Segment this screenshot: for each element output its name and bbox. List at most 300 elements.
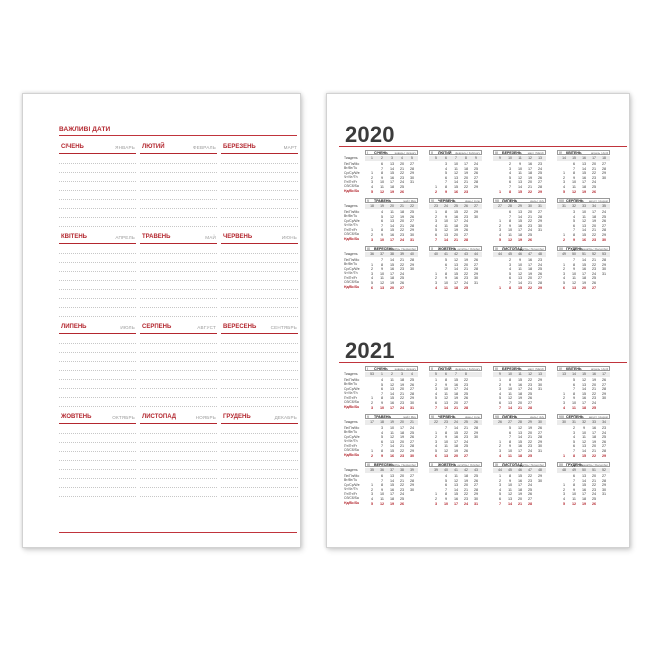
calendar-day: 22 bbox=[591, 391, 597, 396]
calendar-day: 12 bbox=[571, 501, 577, 506]
calendar-day: 15 bbox=[517, 219, 523, 224]
calendar-day: 13 bbox=[507, 401, 513, 405]
calendar-day: 2 bbox=[562, 237, 566, 242]
calendar-day: 2 bbox=[434, 382, 438, 387]
calendar-day: 13 bbox=[581, 474, 587, 478]
weekday-label: Пт/Пт/Fr bbox=[344, 443, 358, 448]
calendar-day: 19 bbox=[527, 426, 533, 430]
week-number: 35 bbox=[370, 468, 374, 472]
note-line[interactable] bbox=[221, 226, 298, 227]
mini-month-header bbox=[365, 198, 418, 203]
note-line[interactable] bbox=[59, 343, 136, 344]
calendar-day: 3 bbox=[434, 387, 438, 392]
calendar-day: 3 bbox=[370, 492, 374, 497]
calendar-day: 2 bbox=[370, 233, 374, 237]
note-line[interactable] bbox=[140, 442, 217, 443]
calendar-day: 21 bbox=[591, 449, 597, 453]
note-line[interactable] bbox=[59, 271, 136, 272]
calendar-day: 29 bbox=[601, 483, 607, 488]
note-line[interactable] bbox=[59, 487, 136, 488]
note-line[interactable] bbox=[221, 370, 298, 371]
note-line[interactable] bbox=[221, 388, 298, 389]
calendar-day: 6 bbox=[508, 276, 512, 281]
note-line[interactable] bbox=[221, 280, 298, 281]
note-line[interactable] bbox=[59, 280, 136, 281]
calendar-day: 4 bbox=[498, 487, 502, 492]
note-line[interactable] bbox=[221, 199, 298, 200]
calendar-day: 4 bbox=[498, 391, 502, 396]
calendar-day: 12 bbox=[517, 426, 523, 430]
week-number: 2 bbox=[381, 156, 383, 160]
calendar-day: 9 bbox=[518, 258, 522, 262]
calendar-day: 14 bbox=[453, 267, 459, 272]
calendar-day: 17 bbox=[389, 405, 395, 410]
calendar-day: 24 bbox=[527, 228, 533, 233]
note-line[interactable] bbox=[59, 451, 136, 452]
calendar-day: 7 bbox=[498, 405, 502, 410]
note-line[interactable] bbox=[59, 397, 136, 398]
calendar-day: 8 bbox=[572, 233, 576, 237]
note-line[interactable] bbox=[221, 352, 298, 353]
week-number: 6 bbox=[445, 156, 447, 160]
note-line[interactable] bbox=[140, 298, 217, 299]
weekday-label: Пн/Пн/Mo bbox=[344, 161, 360, 166]
calendar-day: 5 bbox=[370, 281, 374, 285]
calendar-day: 17 bbox=[389, 271, 395, 276]
month-subtitle: июнь | June bbox=[464, 415, 480, 419]
note-line[interactable] bbox=[140, 343, 217, 344]
month-notes-block bbox=[140, 144, 217, 228]
calendar-day: 13 bbox=[581, 162, 587, 166]
calendar-day: 26 bbox=[399, 189, 405, 194]
calendar-day: 25 bbox=[591, 405, 597, 410]
note-line[interactable] bbox=[59, 361, 136, 362]
calendar-day: 6 bbox=[434, 401, 438, 405]
week-number: 4 bbox=[411, 372, 413, 376]
note-line[interactable] bbox=[140, 253, 217, 254]
note-line[interactable] bbox=[59, 460, 136, 461]
calendar-day: 23 bbox=[463, 214, 469, 219]
calendar-day: 15 bbox=[453, 430, 459, 435]
calendar-day: 4 bbox=[380, 378, 384, 382]
calendar-day: 28 bbox=[601, 449, 607, 453]
note-line[interactable] bbox=[59, 190, 136, 191]
calendar-day: 17 bbox=[591, 430, 597, 435]
calendar-day: 26 bbox=[399, 281, 405, 285]
month-name: СІЧЕНЬ bbox=[374, 367, 388, 371]
calendar-day: 19 bbox=[527, 271, 533, 276]
month-subtitle: май | May bbox=[403, 415, 416, 419]
calendar-day: 5 bbox=[562, 501, 566, 506]
week-number: 48 bbox=[562, 468, 566, 472]
calendar-day: 20 bbox=[527, 210, 533, 214]
note-line[interactable] bbox=[59, 199, 136, 200]
calendar-day: 12 bbox=[379, 189, 385, 194]
note-line[interactable] bbox=[140, 316, 217, 317]
calendar-day: 28 bbox=[527, 405, 533, 410]
note-line[interactable] bbox=[221, 190, 298, 191]
calendar-day: 4 bbox=[508, 171, 512, 176]
note-line[interactable] bbox=[221, 406, 298, 407]
calendar-day: 12 bbox=[453, 478, 459, 483]
note-line[interactable] bbox=[140, 370, 217, 371]
calendar-day: 3 bbox=[498, 449, 502, 453]
calendar-day: 6 bbox=[572, 444, 576, 449]
calendar-day: 5 bbox=[572, 219, 576, 224]
note-line[interactable] bbox=[59, 181, 136, 182]
calendar-day: 30 bbox=[409, 401, 415, 405]
calendar-day: 31 bbox=[473, 281, 479, 285]
note-line[interactable] bbox=[140, 469, 217, 470]
calendar-day: 27 bbox=[409, 387, 415, 392]
calendar-day: 5 bbox=[380, 382, 384, 387]
calendar-day: 6 bbox=[380, 474, 384, 478]
calendar-day: 9 bbox=[444, 497, 448, 501]
calendar-day: 8 bbox=[572, 391, 576, 396]
mini-month-header bbox=[557, 462, 610, 467]
note-line[interactable] bbox=[140, 163, 217, 164]
note-line[interactable] bbox=[221, 217, 298, 218]
note-line[interactable] bbox=[140, 397, 217, 398]
week-number: 29 bbox=[528, 420, 532, 424]
note-line[interactable] bbox=[140, 388, 217, 389]
note-line[interactable] bbox=[221, 172, 298, 173]
calendar-day: 17 bbox=[517, 483, 523, 488]
note-line[interactable] bbox=[59, 433, 136, 434]
week-number: 25 bbox=[454, 204, 458, 208]
note-line[interactable] bbox=[140, 289, 217, 290]
calendar-day: 3 bbox=[572, 430, 576, 435]
calendar-day: 14 bbox=[453, 487, 459, 492]
calendar-day: 7 bbox=[380, 444, 384, 449]
calendar-day: 18 bbox=[517, 487, 523, 492]
calendar-day: 1 bbox=[434, 430, 438, 435]
calendar-day: 2 bbox=[434, 189, 438, 194]
calendar-day: 25 bbox=[601, 214, 607, 219]
calendar-day: 10 bbox=[581, 210, 587, 214]
calendar-day: 10 bbox=[453, 162, 459, 166]
calendar-day: 26 bbox=[463, 396, 469, 401]
note-line[interactable] bbox=[221, 451, 298, 452]
calendar-day: 2 bbox=[508, 162, 512, 166]
calendar-day: 6 bbox=[508, 210, 512, 214]
calendar-day: 3 bbox=[434, 501, 438, 506]
calendar-day: 6 bbox=[444, 175, 448, 180]
note-line[interactable] bbox=[221, 253, 298, 254]
note-line[interactable] bbox=[221, 289, 298, 290]
note-line[interactable] bbox=[59, 226, 136, 227]
calendar-day: 13 bbox=[453, 262, 459, 267]
weekday-label: Пн/Пн/Mo bbox=[344, 257, 360, 262]
calendar-day: 26 bbox=[537, 271, 543, 276]
calendar-day: 4 bbox=[562, 185, 566, 189]
note-line[interactable] bbox=[59, 370, 136, 371]
calendar-day: 5 bbox=[572, 378, 576, 382]
mini-month-header bbox=[365, 246, 418, 251]
note-line[interactable] bbox=[140, 307, 217, 308]
calendar-day: 20 bbox=[591, 382, 597, 387]
week-number-row bbox=[493, 420, 546, 425]
week-number: 17 bbox=[592, 156, 596, 160]
note-line[interactable] bbox=[221, 487, 298, 488]
calendar-day: 24 bbox=[591, 271, 597, 276]
month-subtitle: июль | July bbox=[530, 199, 544, 203]
calendar-day: 26 bbox=[409, 435, 415, 440]
note-line[interactable] bbox=[221, 298, 298, 299]
note-line[interactable] bbox=[59, 172, 136, 173]
calendar-day: 19 bbox=[591, 439, 597, 444]
calendar-day: 7 bbox=[572, 478, 576, 483]
calendar-day: 9 bbox=[508, 223, 512, 228]
note-line[interactable] bbox=[221, 433, 298, 434]
note-line[interactable] bbox=[59, 307, 136, 308]
month-number: XII bbox=[559, 247, 563, 251]
week-number: 2 bbox=[391, 372, 393, 376]
calendar-day: 12 bbox=[517, 175, 523, 180]
note-line[interactable] bbox=[140, 208, 217, 209]
calendar-day: 17 bbox=[453, 387, 459, 392]
calendar-day: 26 bbox=[537, 426, 543, 430]
note-line[interactable] bbox=[59, 379, 136, 380]
calendar-day: 30 bbox=[537, 478, 543, 483]
calendar-day: 21 bbox=[463, 180, 469, 185]
calendar-day: 24 bbox=[527, 387, 533, 392]
calendar-day: 18 bbox=[399, 378, 405, 382]
note-line[interactable] bbox=[140, 496, 217, 497]
calendar-day: 16 bbox=[527, 258, 533, 262]
week-number-row bbox=[365, 252, 418, 257]
calendar-day: 22 bbox=[527, 378, 533, 382]
note-line[interactable] bbox=[140, 478, 217, 479]
calendar-day: 26 bbox=[527, 237, 533, 242]
week-number: 22 bbox=[410, 204, 414, 208]
calendar-day: 28 bbox=[409, 391, 415, 396]
week-number: 31 bbox=[562, 204, 566, 208]
week-number-row bbox=[429, 204, 482, 209]
yearly-calendar-page bbox=[326, 93, 630, 548]
note-line[interactable] bbox=[221, 307, 298, 308]
weekday-label: Пт/Пт/Fr bbox=[344, 227, 358, 232]
calendar-day: 25 bbox=[591, 276, 597, 281]
note-line[interactable] bbox=[221, 208, 298, 209]
calendar-day: 19 bbox=[517, 237, 523, 242]
calendar-day: 2 bbox=[498, 382, 502, 387]
weekday-label: Пт/Пт/Fr bbox=[344, 179, 358, 184]
calendar-day: 12 bbox=[453, 258, 459, 262]
calendar-day: 14 bbox=[517, 185, 523, 189]
calendar-day: 7 bbox=[572, 387, 576, 392]
note-line[interactable] bbox=[59, 208, 136, 209]
mini-month-calendar bbox=[429, 462, 482, 508]
note-line[interactable] bbox=[59, 316, 136, 317]
note-line[interactable] bbox=[140, 190, 217, 191]
calendar-day: 26 bbox=[537, 175, 543, 180]
calendar-day: 31 bbox=[537, 387, 543, 392]
calendar-day: 13 bbox=[389, 219, 395, 224]
month-name: СЕРПЕНЬ bbox=[566, 199, 584, 203]
calendar-day: 8 bbox=[508, 439, 512, 444]
calendar-day: 13 bbox=[443, 233, 449, 237]
note-line[interactable] bbox=[140, 226, 217, 227]
note-line[interactable] bbox=[59, 469, 136, 470]
month-name-ru: ДЕКАБРЬ bbox=[274, 415, 297, 420]
note-line[interactable] bbox=[221, 163, 298, 164]
calendar-day: 23 bbox=[537, 162, 543, 166]
calendar-day: 26 bbox=[591, 281, 597, 285]
weekday-label: Вт/Вт/Tu bbox=[344, 430, 358, 434]
note-line[interactable] bbox=[59, 478, 136, 479]
note-line[interactable] bbox=[140, 181, 217, 182]
calendar-day: 1 bbox=[562, 171, 566, 176]
calendar-day: 20 bbox=[399, 162, 405, 166]
weekday-label: Нд/Вс/Su bbox=[344, 236, 360, 241]
month-name-ru: ИЮЛЬ bbox=[120, 325, 135, 330]
month-name: ЧЕРВЕНЬ bbox=[438, 199, 456, 203]
calendar-day: 29 bbox=[601, 233, 607, 237]
note-line[interactable] bbox=[140, 172, 217, 173]
weekday-label: Нд/Вс/Su bbox=[344, 452, 360, 457]
calendar-day: 27 bbox=[409, 439, 415, 444]
calendar-day: 23 bbox=[591, 267, 597, 272]
calendar-day: 23 bbox=[527, 382, 533, 387]
calendar-day: 8 bbox=[444, 492, 448, 497]
calendar-day: 7 bbox=[572, 258, 576, 262]
calendar-day: 28 bbox=[409, 478, 415, 483]
note-line[interactable] bbox=[59, 298, 136, 299]
month-name: ЛЮТИЙ bbox=[438, 367, 452, 371]
calendar-day: 6 bbox=[434, 233, 438, 237]
calendar-day: 2 bbox=[370, 487, 374, 492]
calendar-day: 2 bbox=[434, 214, 438, 219]
calendar-day: 20 bbox=[399, 219, 405, 224]
weekday-label: Тиждень bbox=[344, 420, 358, 424]
calendar-day: 15 bbox=[581, 453, 587, 458]
note-line[interactable] bbox=[59, 163, 136, 164]
calendar-day: 17 bbox=[527, 166, 533, 171]
calendar-day: 7 bbox=[572, 166, 576, 171]
note-line[interactable] bbox=[140, 433, 217, 434]
calendar-day: 11 bbox=[518, 171, 522, 176]
note-line[interactable] bbox=[140, 352, 217, 353]
note-line[interactable] bbox=[59, 352, 136, 353]
calendar-day: 29 bbox=[537, 189, 543, 194]
note-line[interactable] bbox=[221, 397, 298, 398]
note-line[interactable] bbox=[140, 271, 217, 272]
calendar-day: 3 bbox=[562, 271, 566, 276]
week-number: 18 bbox=[370, 204, 374, 208]
note-line[interactable] bbox=[221, 361, 298, 362]
calendar-day: 31 bbox=[601, 492, 607, 497]
calendar-day: 25 bbox=[463, 444, 469, 449]
calendar-day: 2 bbox=[370, 175, 374, 180]
calendar-day: 1 bbox=[562, 233, 566, 237]
note-line[interactable] bbox=[221, 460, 298, 461]
note-line[interactable] bbox=[221, 379, 298, 380]
note-line[interactable] bbox=[221, 469, 298, 470]
note-line[interactable] bbox=[221, 442, 298, 443]
week-number: 30 bbox=[528, 204, 532, 208]
calendar-day: 30 bbox=[409, 175, 415, 180]
calendar-day: 23 bbox=[591, 487, 597, 492]
note-line[interactable] bbox=[59, 406, 136, 407]
note-line[interactable] bbox=[221, 262, 298, 263]
note-line[interactable] bbox=[221, 181, 298, 182]
note-line[interactable] bbox=[140, 451, 217, 452]
month-subtitle: февраль | February bbox=[454, 367, 480, 371]
note-line[interactable] bbox=[221, 343, 298, 344]
calendar-day: 19 bbox=[463, 171, 469, 176]
note-line[interactable] bbox=[140, 217, 217, 218]
week-number: 49 bbox=[562, 252, 566, 256]
calendar-day: 26 bbox=[463, 449, 469, 453]
calendar-day: 7 bbox=[380, 258, 384, 262]
calendar-day: 16 bbox=[581, 175, 587, 180]
calendar-day: 24 bbox=[399, 180, 405, 185]
week-number: 28 bbox=[508, 204, 512, 208]
calendar-day: 11 bbox=[390, 210, 394, 214]
calendar-day: 15 bbox=[581, 483, 587, 488]
calendar-day: 16 bbox=[453, 276, 459, 281]
calendar-day: 14 bbox=[453, 180, 459, 185]
calendar-day: 22 bbox=[527, 189, 533, 194]
note-line[interactable] bbox=[140, 199, 217, 200]
note-line[interactable] bbox=[59, 442, 136, 443]
calendar-day: 24 bbox=[601, 210, 607, 214]
note-line[interactable] bbox=[140, 460, 217, 461]
calendar-day: 29 bbox=[409, 228, 415, 233]
note-line[interactable] bbox=[59, 262, 136, 263]
week-number: 36 bbox=[370, 252, 374, 256]
calendar-day: 5 bbox=[498, 396, 502, 401]
note-line[interactable] bbox=[221, 271, 298, 272]
note-line[interactable] bbox=[140, 487, 217, 488]
calendar-day: 6 bbox=[572, 382, 576, 387]
calendar-day: 23 bbox=[463, 435, 469, 440]
calendar-day: 19 bbox=[463, 258, 469, 262]
note-line[interactable] bbox=[140, 361, 217, 362]
weekday-label: Тиждень bbox=[344, 252, 358, 256]
calendar-day: 10 bbox=[379, 271, 385, 276]
note-line[interactable] bbox=[59, 496, 136, 497]
calendar-day: 23 bbox=[399, 267, 405, 272]
month-notes-header bbox=[140, 324, 217, 334]
weekday-label: Пн/Пн/Mo bbox=[344, 473, 360, 478]
note-line[interactable] bbox=[59, 388, 136, 389]
week-number: 53 bbox=[602, 252, 606, 256]
year-rule-2020 bbox=[339, 146, 627, 147]
calendar-day: 16 bbox=[581, 267, 587, 272]
note-line[interactable] bbox=[140, 262, 217, 263]
calendar-day: 10 bbox=[443, 219, 449, 224]
calendar-day: 26 bbox=[527, 396, 533, 401]
mini-month-header bbox=[557, 414, 610, 419]
calendar-day: 4 bbox=[434, 444, 438, 449]
note-line[interactable] bbox=[221, 316, 298, 317]
month-subtitle: май | May bbox=[403, 199, 416, 203]
note-line[interactable] bbox=[59, 217, 136, 218]
note-line[interactable] bbox=[221, 496, 298, 497]
calendar-day: 18 bbox=[581, 405, 587, 410]
calendar-day: 13 bbox=[517, 210, 523, 214]
note-line[interactable] bbox=[59, 253, 136, 254]
note-line[interactable] bbox=[59, 289, 136, 290]
note-line[interactable] bbox=[140, 280, 217, 281]
note-line[interactable] bbox=[140, 379, 217, 380]
note-line[interactable] bbox=[140, 406, 217, 407]
calendar-day: 17 bbox=[517, 387, 523, 392]
calendar-day: 21 bbox=[399, 223, 405, 228]
note-line[interactable] bbox=[221, 478, 298, 479]
